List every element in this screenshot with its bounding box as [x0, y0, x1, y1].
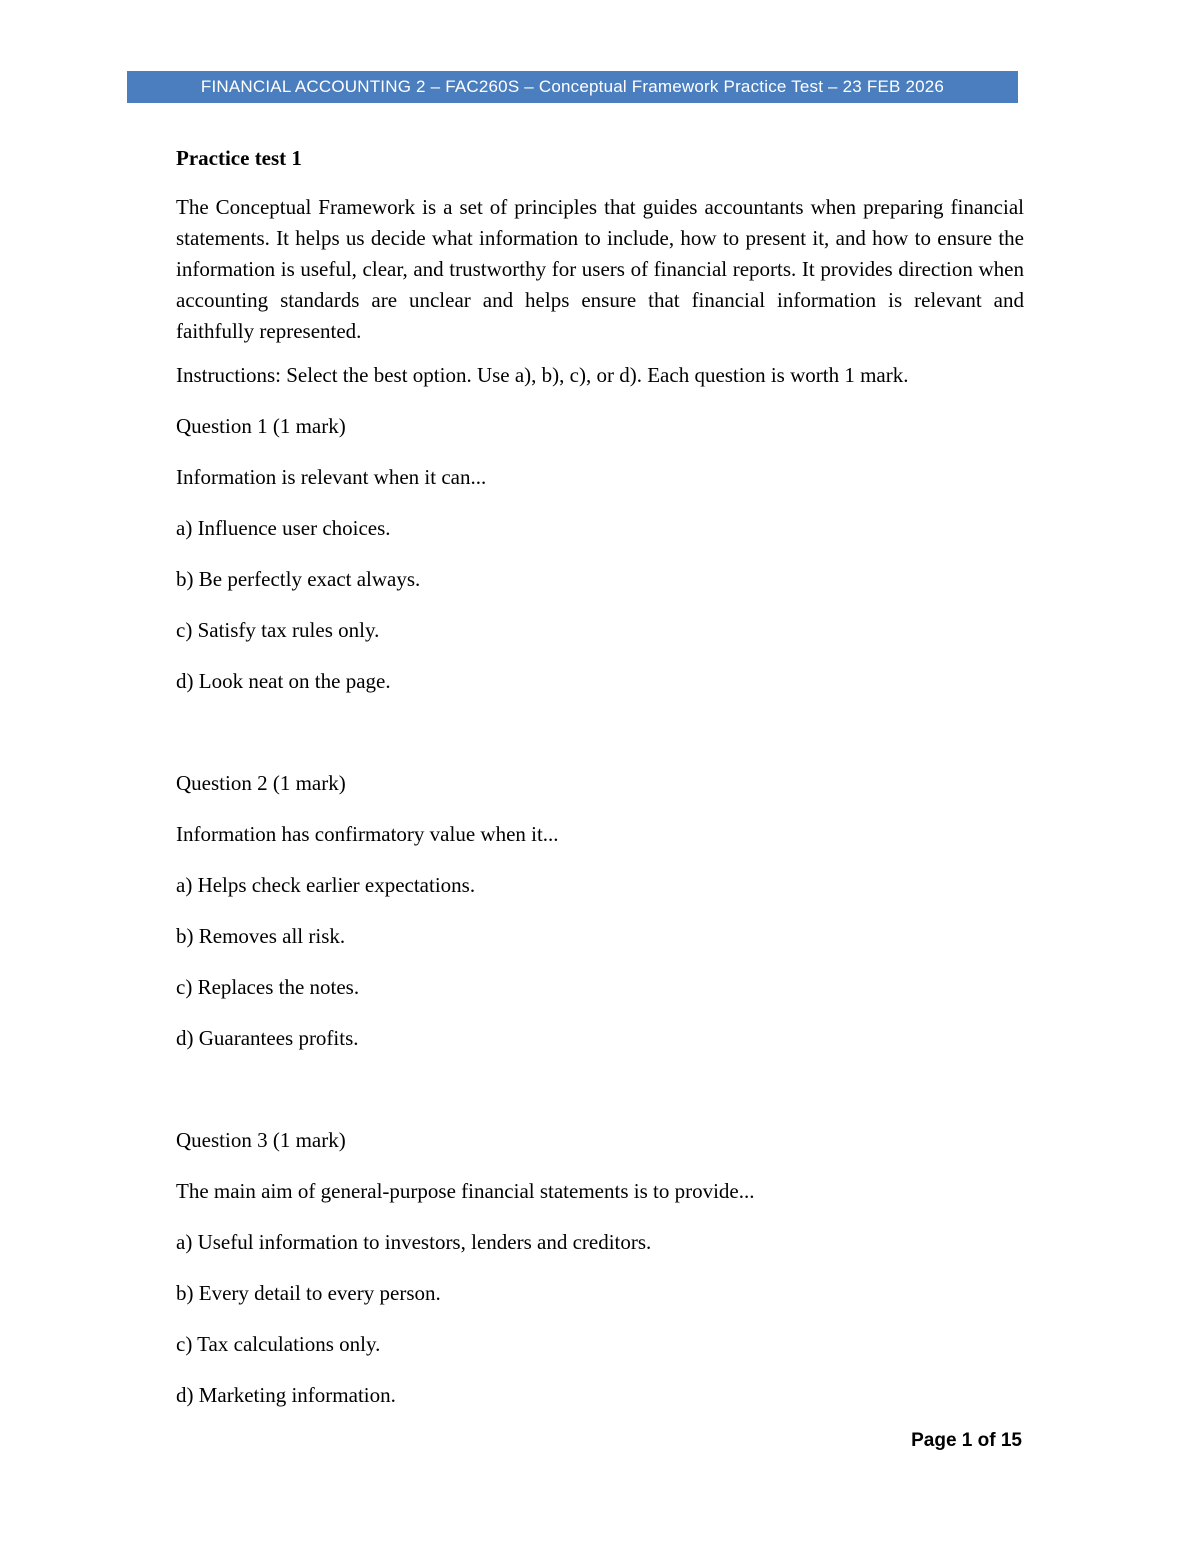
answer-option-d: d) Guarantees profits.: [176, 1026, 359, 1050]
question-heading: Question 1 (1 mark): [176, 414, 346, 438]
blank-line: [176, 707, 1024, 758]
answer-option-c: c) Tax calculations only.: [176, 1332, 381, 1356]
answer-option-c: c) Satisfy tax rules only.: [176, 618, 380, 642]
document-header-bar: [127, 71, 1018, 103]
question-heading: Question 3 (1 mark): [176, 1128, 346, 1152]
instructions-text: Instructions: Select the best option. Use a), b), c), or d). Each question is worth 1 mark.: [176, 363, 909, 387]
intro-paragraph: The Conceptual Framework is a set of principles that guides accountants when preparing financial statements. It helps us decide what information to include, how to present it, and how to ensure the information is useful, clear, and trustworthy for users of financial reports. It provides direction when accounting standards are unclear and helps ensure that financial information is relevant and faithfully represented.: [176, 195, 1024, 343]
document-header-text: FINANCIAL ACCOUNTING 2 – FAC260S – Conceptual Framework Practice Test – 23 FEB 2026: [200, 77, 945, 96]
page-title: Practice test 1: [176, 146, 302, 170]
question-prompt: The main aim of general-purpose financial statements is to provide...: [176, 1179, 755, 1203]
answer-option-a: a) Helps check earlier expectations.: [176, 873, 476, 897]
question-prompt: Information has confirmatory value when it...: [176, 822, 559, 846]
question-1: [176, 401, 1024, 707]
answer-option-b: b) Removes all risk.: [176, 924, 346, 948]
answer-option-d: d) Look neat on the page.: [176, 669, 391, 693]
answer-option-c: c) Replaces the notes.: [176, 975, 360, 999]
answer-option-b: b) Every detail to every person.: [176, 1281, 441, 1305]
answer-option-d: d) Marketing information.: [176, 1383, 396, 1407]
question-2: [176, 758, 1024, 1064]
page-number: Page 1 of 15: [911, 1430, 1022, 1451]
blank-line: [176, 1064, 1024, 1115]
question-prompt: Information is relevant when it can...: [176, 465, 487, 489]
question-3: [176, 1115, 1024, 1421]
answer-option-b: b) Be perfectly exact always.: [176, 567, 421, 591]
page-content: [176, 140, 1024, 1421]
answer-option-a: a) Useful information to investors, lenders and creditors.: [176, 1230, 652, 1254]
question-heading: Question 2 (1 mark): [176, 771, 346, 795]
answer-option-a: a) Influence user choices.: [176, 516, 391, 540]
